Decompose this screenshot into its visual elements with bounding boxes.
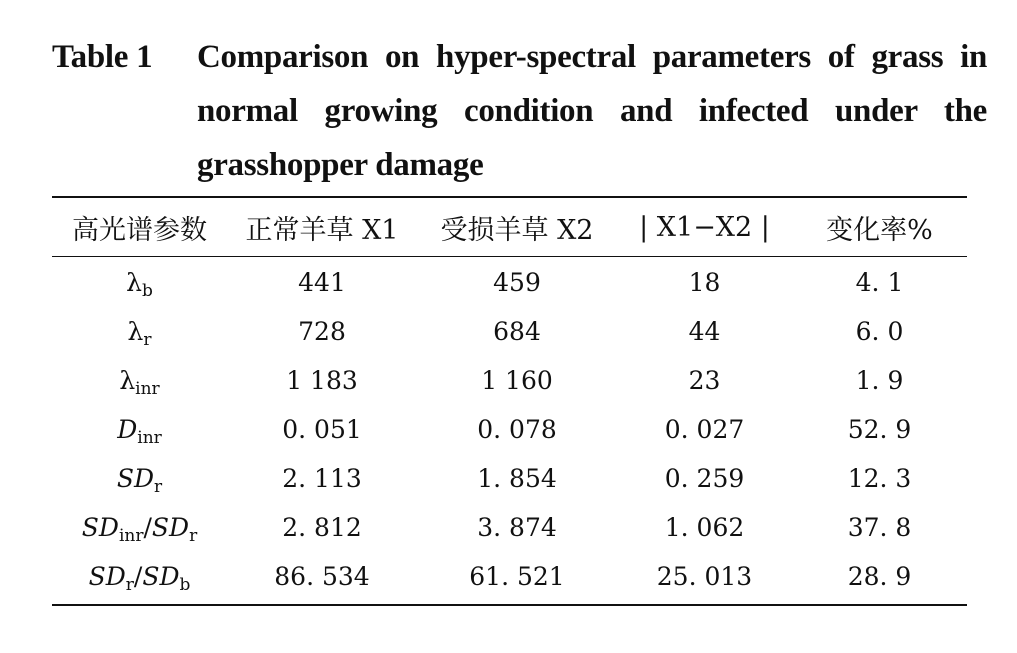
cell-difference-value: 1. 062 xyxy=(664,513,745,542)
table-bottom-rule xyxy=(52,604,967,606)
row-parameter xyxy=(52,454,227,503)
table-row xyxy=(52,405,967,454)
parameter-subscript: inr xyxy=(135,379,160,399)
cell-change-rate: 1. 9 xyxy=(855,366,904,395)
parameter-symbol: SD xyxy=(81,513,119,542)
cell-difference-value: 0. 259 xyxy=(664,464,745,493)
cell-normal-value: 728 xyxy=(298,317,346,346)
cell-change-rate: 52. 9 xyxy=(847,415,912,444)
parameter-subscript: r xyxy=(189,526,198,546)
cell-normal-value: 2. 113 xyxy=(282,464,362,493)
row-parameter xyxy=(52,256,227,307)
table-caption-text: Comparison on hyper-spectral parameters of grass in normal growing condition and infected under the grasshopper damage xyxy=(197,39,987,183)
parameter-symbol: SD xyxy=(116,464,155,493)
parameter-subscript: r xyxy=(154,477,163,497)
data-table xyxy=(52,199,967,601)
row-parameter xyxy=(52,356,227,405)
ratio-slash: / xyxy=(143,513,152,542)
cell-normal-value: 1 183 xyxy=(286,366,358,395)
cell-change-rate: 4. 1 xyxy=(855,268,904,297)
row-parameter xyxy=(52,405,227,454)
parameter-symbol: D xyxy=(117,415,138,444)
cell-difference-value: 0. 027 xyxy=(664,415,745,444)
parameter-symbol: λ xyxy=(127,317,144,346)
cell-difference-value: 18 xyxy=(688,268,721,297)
column-header-damaged-grass: 受损羊草 X2 xyxy=(440,215,594,246)
cell-normal-value: 441 xyxy=(298,268,346,297)
table-header-row xyxy=(52,199,967,256)
row-parameter xyxy=(52,552,227,601)
parameter-symbol: λ xyxy=(119,366,136,395)
table-row xyxy=(52,454,967,503)
parameter-subscript: r xyxy=(125,575,134,595)
parameter-subscript: r xyxy=(143,330,152,350)
row-parameter xyxy=(52,503,227,552)
cell-normal-value: 0. 051 xyxy=(282,415,362,444)
column-header-change-rate: 变化率% xyxy=(826,215,933,246)
cell-change-rate: 6. 0 xyxy=(855,317,904,346)
table-row xyxy=(52,256,967,307)
row-parameter xyxy=(52,307,227,356)
cell-change-rate: 12. 3 xyxy=(847,464,912,493)
cell-difference-value: 44 xyxy=(688,317,721,346)
column-header-parameter: 高光谱参数 xyxy=(72,215,207,246)
parameter-subscript: b xyxy=(141,281,153,301)
table-row xyxy=(52,356,967,405)
cell-damaged-value: 3. 874 xyxy=(477,513,557,542)
cell-damaged-value: 0. 078 xyxy=(477,415,557,444)
cell-normal-value: 2. 812 xyxy=(282,513,362,542)
parameter-subscript: inr xyxy=(118,526,144,546)
cell-change-rate: 37. 8 xyxy=(847,513,912,542)
table-caption-label: Table 1 xyxy=(52,39,153,75)
cell-difference-value: 25. 013 xyxy=(656,562,753,591)
cell-change-rate: 28. 9 xyxy=(847,562,912,591)
table-row xyxy=(52,503,967,552)
cell-damaged-value: 1 160 xyxy=(481,366,553,395)
ratio-slash: / xyxy=(133,562,143,591)
parameter-symbol: SD xyxy=(88,562,126,591)
parameter-symbol: SD xyxy=(142,562,180,591)
column-header-difference: | X1−X2 | xyxy=(639,212,770,243)
table-caption xyxy=(52,30,987,192)
table-row xyxy=(52,307,967,356)
column-header-normal-grass: 正常羊草 X1 xyxy=(245,215,399,246)
cell-damaged-value: 684 xyxy=(493,317,541,346)
cell-normal-value: 86. 534 xyxy=(274,562,370,591)
table-row xyxy=(52,552,967,601)
table-top-rule xyxy=(52,196,967,198)
parameter-symbol: λ xyxy=(126,268,142,297)
cell-damaged-value: 61. 521 xyxy=(469,562,565,591)
table-body xyxy=(52,256,967,601)
parameter-symbol: SD xyxy=(151,513,190,542)
cell-damaged-value: 459 xyxy=(493,268,541,297)
cell-difference-value: 23 xyxy=(688,366,721,395)
cell-damaged-value: 1. 854 xyxy=(477,464,557,493)
parameter-subscript: inr xyxy=(137,428,162,448)
parameter-subscript: b xyxy=(179,575,191,595)
